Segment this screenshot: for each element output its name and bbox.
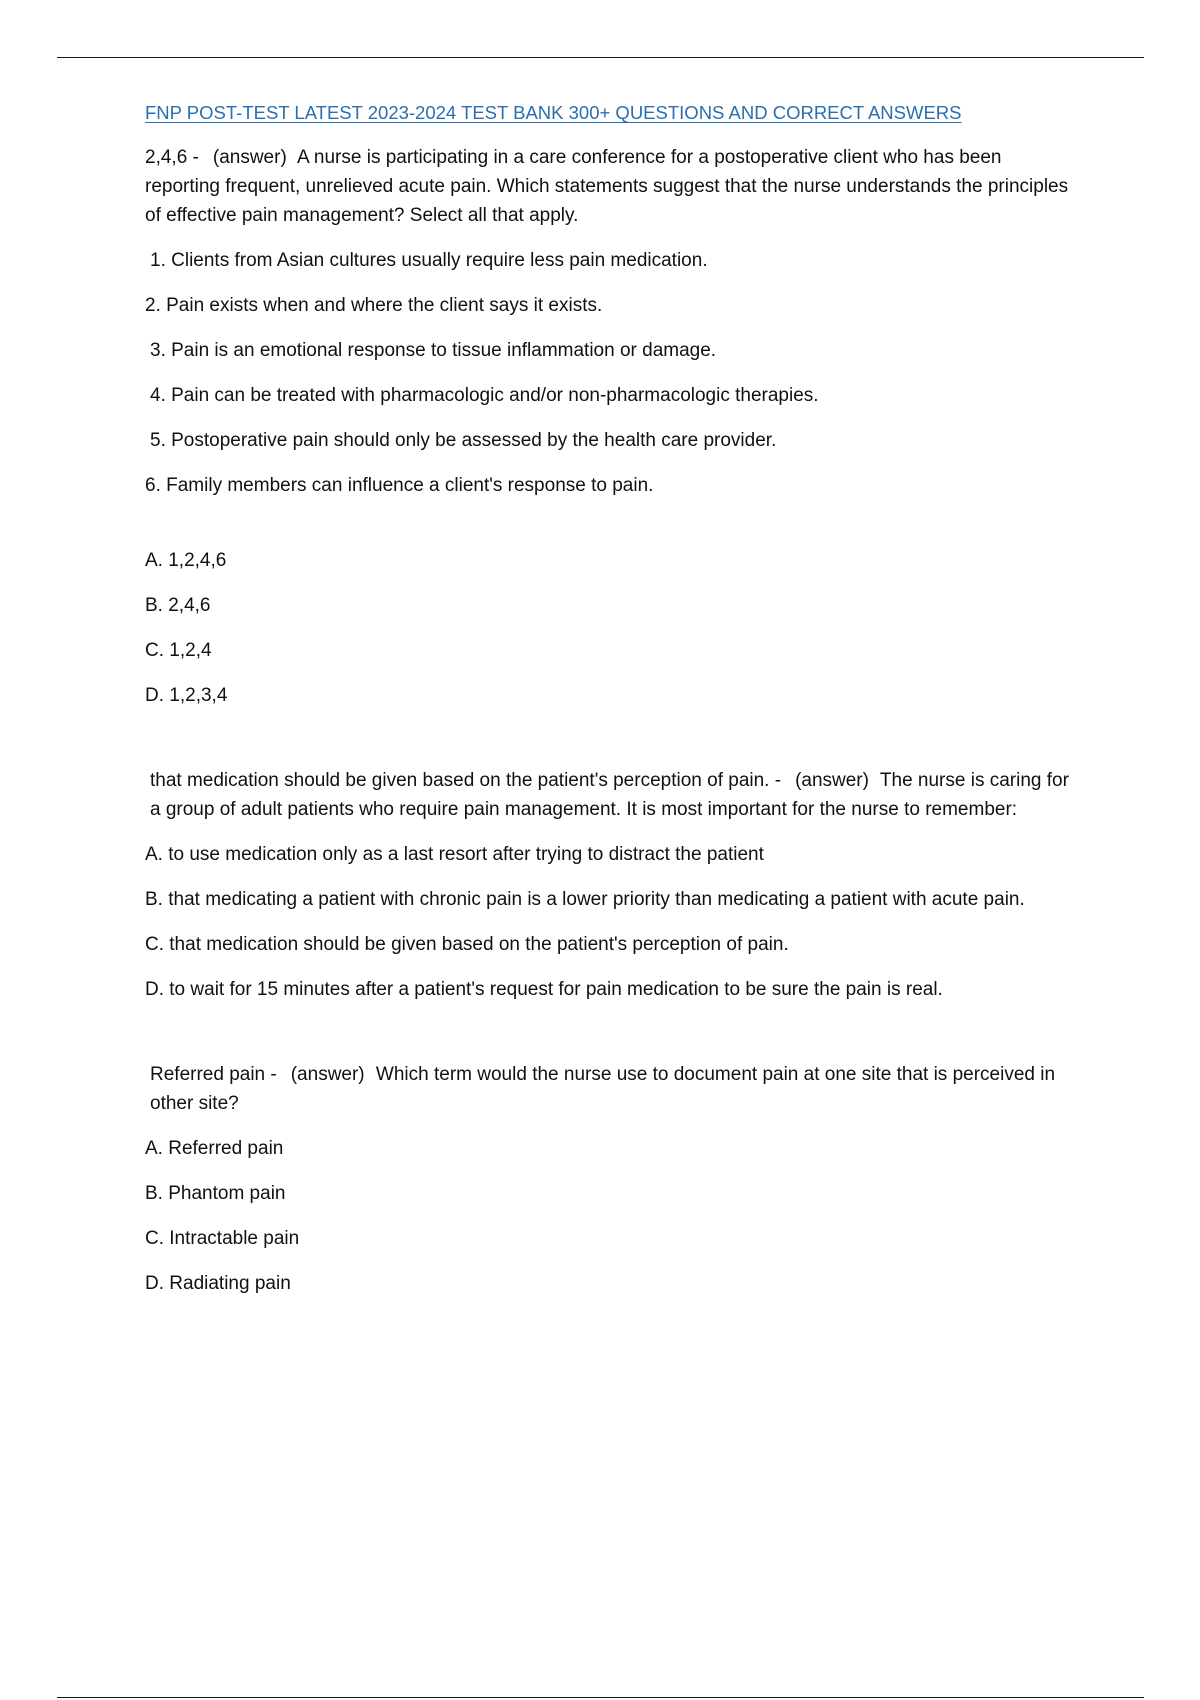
question-2-answer-tag: (answer) (795, 770, 869, 791)
option-c: C. 1,2,4 (145, 640, 212, 661)
question-1-answer: 2,4,6 - (145, 147, 199, 168)
option-b: B. that medicating a patient with chronic pain is a lower priority than medicating a patient with acute pain. (145, 889, 1025, 910)
question-3-stem: Which term would the nurse use to document pain at one site that is perceived in other site? (150, 1064, 1056, 1114)
bottom-rule (57, 1697, 1144, 1698)
question-3 (145, 1060, 1080, 1298)
question-2-text (145, 766, 1080, 824)
question-2-stem: The nurse is caring for a group of adult patients who require pain management. It is most important for the nurse to remember: (150, 770, 1069, 820)
question-1-statements (145, 246, 1080, 500)
statement-item: 4. Pain can be treated with pharmacologic and/or non-pharmacologic therapies. (150, 385, 819, 406)
statement-item: 6. Family members can influence a client's response to pain. (145, 475, 654, 496)
option-a: A. Referred pain (145, 1138, 284, 1159)
option-b: B. Phantom pain (145, 1183, 286, 1204)
statement-item: 5. Postoperative pain should only be assessed by the health care provider. (150, 430, 777, 451)
option-b: B. 2,4,6 (145, 595, 211, 616)
statement-item: 3. Pain is an emotional response to tissue inflammation or damage. (150, 340, 717, 361)
question-1-stem: A nurse is participating in a care conference for a postoperative client who has been reporting frequent, unrelieved acute pain. Which statements suggest that the nurse understands the principles of effective pain management? Select all that apply. (145, 147, 1069, 226)
question-1 (145, 143, 1080, 710)
top-rule (57, 57, 1144, 58)
option-d: D. to wait for 15 minutes after a patient's request for pain medication to be sure the pain is real. (145, 979, 943, 1000)
option-c: C. Intractable pain (145, 1228, 300, 1249)
option-d: D. Radiating pain (145, 1273, 291, 1294)
option-d: D. 1,2,3,4 (145, 685, 228, 706)
question-3-answer-tag: (answer) (290, 1064, 365, 1085)
option-a: A. 1,2,4,6 (145, 550, 227, 571)
question-1-text (145, 143, 1080, 230)
question-1-answer-tag: (answer) (212, 147, 287, 168)
statement-item: 1. Clients from Asian cultures usually require less pain medication. (150, 250, 708, 271)
question-3-answer: Referred pain - (150, 1064, 277, 1085)
option-a: A. to use medication only as a last resort after trying to distract the patient (145, 844, 764, 865)
document-body (145, 98, 1080, 1298)
statement-item: 2. Pain exists when and where the client says it exists. (145, 295, 603, 316)
question-3-text (145, 1060, 1080, 1118)
question-2-answer: that medication should be given based on the patient's perception of pain. - (150, 770, 782, 791)
option-c: C. that medication should be given based on the patient's perception of pain. (145, 934, 789, 955)
document-title[interactable]: FNP POST-TEST LATEST 2023-2024 TEST BANK 300+ QUESTIONS AND CORRECT ANSWERS (145, 102, 962, 123)
question-2 (145, 766, 1080, 1004)
